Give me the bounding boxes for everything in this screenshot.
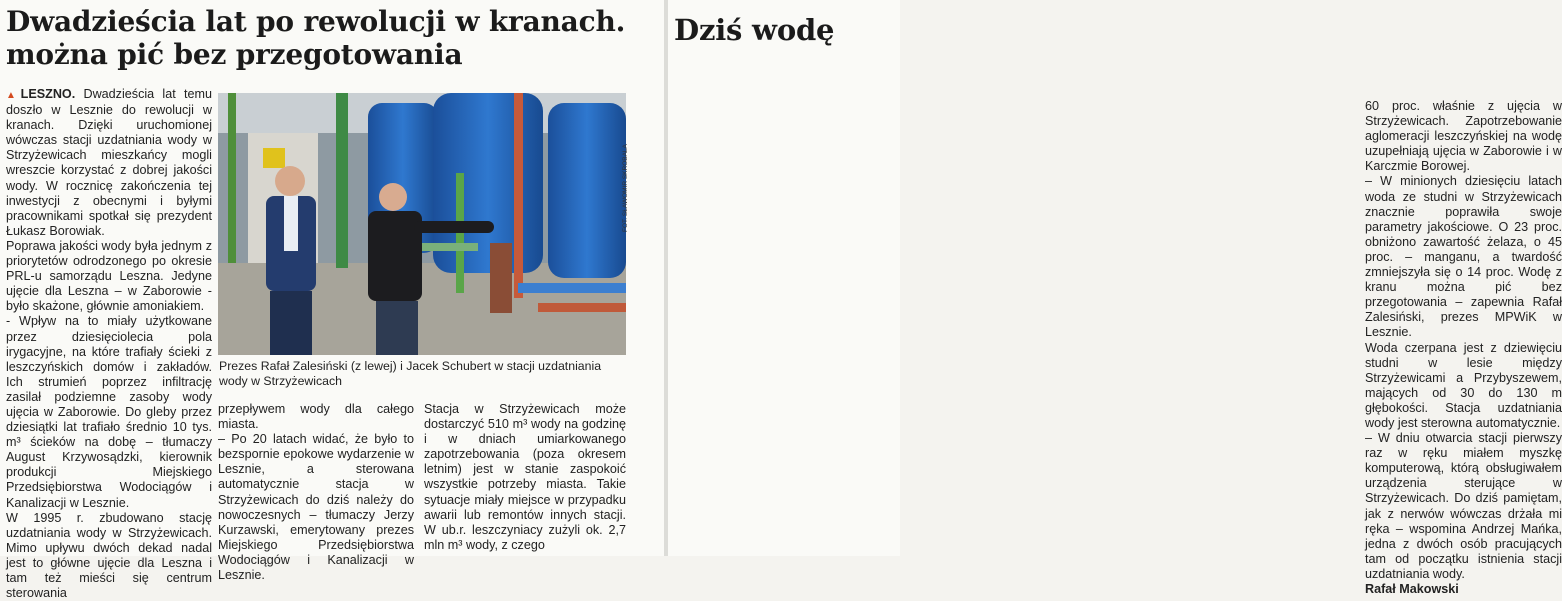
photo-caption: Prezes Rafał Zalesiński (z lewej) i Jacek Schubert w stacji uzdatniania wody w Strzyżewicach [219, 359, 602, 388]
paragraph: – Po 20 latach widać, że było to bezspornie epokowe wydarzenie w Lesznie, a sterowana automatycznie stacja w Strzyżewicach do dziś należy do nowoczesnych – tłumaczy Jerzy Kurzawski, emerytowany prezes Miejskiego Przedsiębiorstwa Wodociągów i Kanalizacji w Lesznie. [218, 432, 414, 583]
paragraph-text: Dwadzieścia lat temu doszło w Lesznie do rewolucji w kranach. Dzięki uruchomionej wówczas stacji uzdatniania wody w Strzyżewicach mieszkańcy mogli wreszcie korzystać z dobrej jakości wody. W rocznicę zakończenia tej inwestycji z obecnymi i byłymi pracownikami spotkał się prezydent Łukasz Borowiak. [6, 87, 212, 238]
paragraph: Poprawa jakości wody była jednym z priorytetów odrodzonego po okresie PRL-u samorządu Leszna. Jedyne ujęcie dla Leszna – w Zaborowie - było skażone, głównie amoniakiem. [6, 238, 212, 314]
photo-credit: FOT. SŁAWOMIR SKROBALA [622, 144, 629, 232]
article-column-3 [424, 402, 626, 553]
paragraph: Stacja w Strzyżewicach może dostarczyć 510 m³ wody na godzinę i w dniach umiarkowanego zapotrzebowania (poza okresem letnim) jest w stanie zaspokoić wszystkie potrzeby miasta. Takie sytuacje miały miejsce w przypadku awarii lub remontów innych stacji. W ub.r. leszczyniacy zużyli ok. 2,7 mln m³ wody, z czego [424, 402, 626, 552]
location-label: LESZNO. [20, 87, 76, 101]
headline-line-2: można pić bez przegotowania [6, 38, 463, 71]
paragraph: – W dniu otwarcia stacji pierwszy raz w ręku miałem myszkę komputerową, którą obsługiwałem urządzenia sterujące w Strzyżewicach. Do dziś pamiętam, jak z nerwów wówczas drżała mi ręka – wspomina Andrzej Mańka, jedna z dwóch osób pracujących tam od początku istnienia stacji uzdatniania wody. [1365, 431, 1562, 581]
headline-line-1: Dwadzieścia lat po rewolucji w kranach. [6, 5, 626, 38]
side-article-column [1365, 99, 1562, 597]
water-station-photo-illustration [218, 93, 626, 355]
paragraph: – W minionych dziesięciu latach woda ze studni w Strzyżewicach znacznie poprawiła swoje parametry jakościowe. O 23 proc. obniżono zawartość żelaza, o 45 proc. – manganu, a twardość zmniejszyła się o 14 proc. Wodę z kranu można pić bez przegotowania – zapewnia Rafał Zalesiński, prezes MPWiK w Lesznie. [1365, 174, 1562, 340]
side-article-clipping [668, 0, 1562, 596]
paragraph [6, 87, 212, 239]
paragraph: W 1995 r. zbudowano stację uzdatniania wody w Strzyżewicach. Mimo upływu dwóch dekad nadal jest to główne ujęcie dla Leszna i tam też mieści się centrum sterowania [6, 510, 212, 601]
paragraph: Woda czerpana jest z dziewięciu studni w lesie między Strzyżewicami a Przybyszewem, mających od 30 do 130 m głębokości. Stacja uzdatniania wody jest sterowna automatycznie. [1365, 340, 1562, 430]
author-byline: Rafał Makowski [1365, 582, 1459, 596]
paragraph: 60 proc. właśnie z ujęcia w Strzyżewicach. Zapotrzebowanie aglomeracji leszczyńskiej na wodę uzupełniają ujęcia w Zaborowie i w Karczmie Borowej. [1365, 99, 1562, 174]
paragraph: przepływem wody dla całego miasta. [218, 402, 414, 432]
main-headline [6, 5, 625, 71]
article-column-2 [218, 402, 414, 583]
main-article-clipping [0, 0, 664, 601]
side-headline: Dziś wodę [674, 13, 835, 47]
location-triangle-icon: ▲ [6, 90, 21, 101]
article-column-1 [6, 87, 212, 601]
paragraph: - Wpływ na to miały użytkowane przez dziesięciolecia pola irygacyjne, na które trafiały ścieki z leszczyńskich domów i zakładów. Ich strumień poprzez infiltrację zasilał podziemne zasoby wody ujęcia w Zaborowie. Do gleby przez dziesiątki lat trafiało średnio 10 tys. m³ ścieków na dobę – tłumaczy August Krzywosądzki, kierownik produkcji Miejskiego Przedsiębiorstwa Wodociągów i Kanalizacji w Lesznie. [6, 314, 212, 510]
article-photo [218, 93, 626, 355]
